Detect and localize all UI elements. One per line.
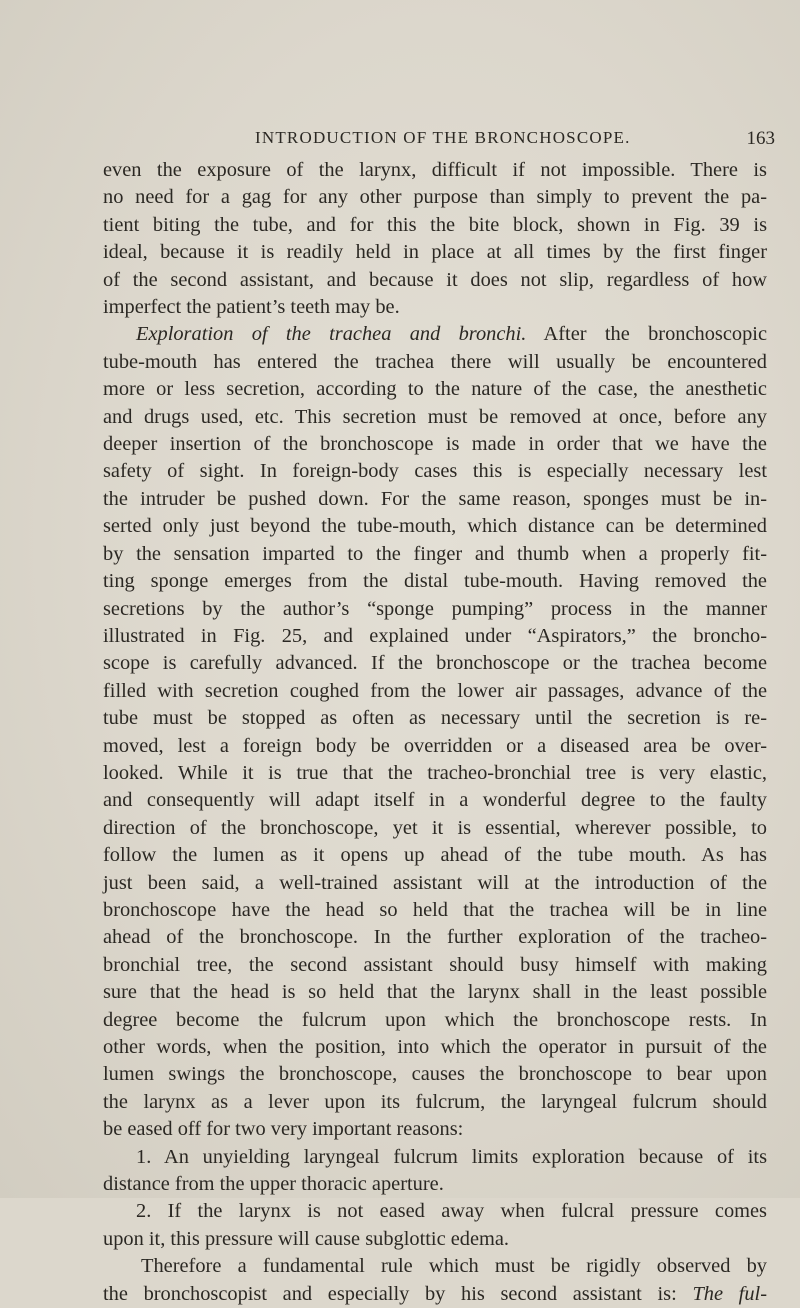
text-line <box>103 979 767 1006</box>
text-segment: no need for a gag for any other purpose than simply to prevent the pa- <box>103 186 767 209</box>
text-segment: of the second assistant, and because it does not slip, regardless of how <box>103 268 767 291</box>
text-line <box>103 733 767 760</box>
text-segment: direction of the bronchoscope, yet it is essential, wherever possible, to <box>103 816 767 839</box>
text-line <box>103 431 767 458</box>
text-segment: secretions by the author’s “sponge pumping” process in the manner <box>103 597 767 620</box>
text-line <box>103 924 767 951</box>
running-title: INTRODUCTION OF THE BRONCHOSCOPE. <box>255 128 631 147</box>
text-line <box>103 650 767 677</box>
text-line <box>103 321 767 348</box>
text-line <box>103 596 767 623</box>
text-line <box>103 760 767 787</box>
text-segment: bronchoscope have the head so held that the trachea will be in line <box>103 898 767 921</box>
text-line <box>103 376 767 403</box>
text-segment: ting sponge emerges from the distal tube-mouth. Having removed the <box>103 570 767 593</box>
text-line <box>103 705 767 732</box>
text-segment: serted only just beyond the tube-mouth, which distance can be determined <box>103 515 767 538</box>
text-segment: 1. An unyielding laryngeal fulcrum limits exploration because of its <box>136 1145 767 1168</box>
text-segment: follow the lumen as it opens up ahead of the tube mouth. As has <box>103 844 767 867</box>
text-segment: other words, when the position, into which the operator in pursuit of the <box>103 1036 767 1058</box>
text-segment: sure that the head is so held that the larynx shall in the least possible <box>103 981 767 1004</box>
body-text <box>103 157 767 1308</box>
text-segment: even the exposure of the larynx, difficult if not impossible. There is <box>103 159 767 181</box>
text-segment: the bronchoscopist and especially by his second assistant is: <box>103 1282 693 1305</box>
text-segment: Therefore a fundamental rule which must be rigidly observed by <box>141 1255 767 1278</box>
text-segment: filled with secretion coughed from the lower air passages, advance of the <box>103 679 767 702</box>
text-segment: bronchial tree, the second assistant should busy himself with making <box>103 953 767 976</box>
text-line <box>103 349 767 376</box>
italic-text: Exploration of the trachea and bronchi. <box>136 323 527 346</box>
text-segment: the intruder be pushed down. For the same reason, sponges must be in- <box>103 487 767 510</box>
text-line <box>103 267 767 294</box>
text-line <box>103 239 767 266</box>
text-segment: deeper insertion of the bronchoscope is made in order that we have the <box>103 433 767 456</box>
text-line <box>103 513 767 540</box>
text-segment: tube-mouth has entered the trachea there will usually be encountered <box>103 350 767 373</box>
text-line <box>103 486 767 513</box>
text-segment: After the bronchoscopic <box>526 323 767 346</box>
text-segment: 2. If the larynx is not eased away when fulcral pressure comes <box>136 1200 767 1223</box>
text-line <box>103 294 767 321</box>
text-segment: distance from the upper thoracic aperture. <box>103 1173 444 1196</box>
text-segment: imperfect the patient’s teeth may be. <box>103 296 400 319</box>
text-line <box>103 541 767 568</box>
text-line <box>103 678 767 705</box>
text-line <box>103 623 767 650</box>
text-line <box>103 897 767 924</box>
text-line <box>103 787 767 814</box>
text-segment: by the sensation imparted to the finger and thumb when a properly fit- <box>103 542 767 565</box>
text-segment: upon it, this pressure will cause subglottic edema. <box>103 1227 510 1250</box>
text-segment: looked. While it is true that the tracheo-bronchial tree is very elastic, <box>103 761 767 784</box>
text-segment: and consequently will adapt itself in a wonderful degree to the faulty <box>103 789 767 812</box>
text-line <box>103 1144 767 1171</box>
text-line <box>103 1089 767 1116</box>
text-segment: ahead of the bronchoscope. In the further exploration of the tracheo- <box>103 926 767 949</box>
text-segment: tient biting the tube, and for this the bite block, shown in Fig. 39 is <box>103 213 767 236</box>
text-segment: be eased off for two very important reasons: <box>103 1118 464 1141</box>
text-segment: and drugs used, etc. This secretion must be removed at once, before any <box>103 405 767 428</box>
text-line <box>103 184 767 211</box>
text-line <box>103 458 767 485</box>
text-line <box>103 1034 767 1061</box>
text-line <box>103 1007 767 1034</box>
text-segment: moved, lest a foreign body be overridden or a diseased area be over- <box>103 734 767 757</box>
text-line <box>103 1198 767 1225</box>
running-head <box>255 128 775 154</box>
page-number: 163 <box>746 128 775 149</box>
text-line <box>103 815 767 842</box>
italic-text: The ful- <box>692 1282 767 1305</box>
text-line <box>103 1253 767 1280</box>
text-segment: tube must be stopped as often as necessary until the secretion is re- <box>103 707 767 730</box>
text-line <box>103 1171 767 1198</box>
text-line <box>103 157 767 184</box>
text-segment: just been said, a well-trained assistant will at the introduction of the <box>103 871 767 894</box>
text-line <box>103 1116 767 1143</box>
text-line <box>103 870 767 897</box>
text-line <box>103 1226 767 1253</box>
text-segment: ideal, because it is readily held in place at all times by the first finger <box>103 241 767 264</box>
text-segment: more or less secretion, according to the nature of the case, the anesthetic <box>103 378 767 401</box>
text-line <box>103 568 767 595</box>
text-segment: degree become the fulcrum upon which the bronchoscope rests. In <box>103 1008 767 1031</box>
text-line <box>103 404 767 431</box>
text-segment: scope is carefully advanced. If the bronchoscope or the trachea become <box>103 652 767 675</box>
text-line <box>103 842 767 869</box>
text-line <box>103 212 767 239</box>
text-segment: illustrated in Fig. 25, and explained under “Aspirators,” the broncho- <box>103 624 767 647</box>
text-line <box>103 952 767 979</box>
text-segment: the larynx as a lever upon its fulcrum, the laryngeal fulcrum should <box>103 1090 767 1113</box>
text-segment: lumen swings the bronchoscope, causes the bronchoscope to bear upon <box>103 1063 767 1086</box>
text-segment: safety of sight. In foreign-body cases this is especially necessary lest <box>103 460 767 483</box>
text-line <box>103 1061 767 1088</box>
text-line <box>103 1281 767 1308</box>
